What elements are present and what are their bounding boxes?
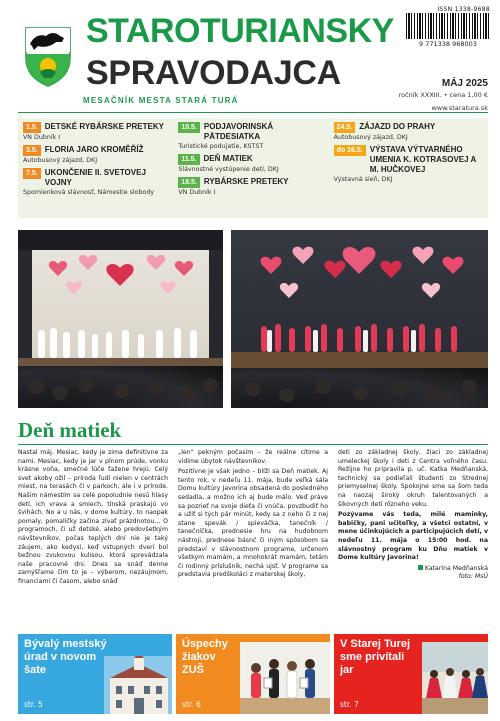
masthead-subtitle: MESAČNÍK MESTA STARÁ TURÁ xyxy=(83,96,239,105)
article-body xyxy=(18,449,488,629)
issn-label: ISSN 1338-9688 xyxy=(437,6,490,13)
event-title: RYBÁRSKE PRETEKY xyxy=(203,177,289,186)
event-title: ZÁJAZD DO PRAHY xyxy=(359,122,436,131)
article-column-2 xyxy=(178,449,328,629)
students-photo xyxy=(240,642,330,714)
issue-date: MÁJ 2025 xyxy=(441,78,488,89)
teaser-page: str. 6 xyxy=(182,700,201,709)
folk-dancers-photo xyxy=(422,642,488,714)
teaser-title: V Starej Turej sme privítali jar xyxy=(340,638,411,676)
article-invitation: Pozývame vás teda, milé maminky, babičky, pani učiteľky, a všetci ostatní, v mene účinkujúcich a participujúcich detí, v nedeľu 11. mája o 15:00 hod. na slávnostný program ku Dňu matiek v Dome kultúry Javorina! xyxy=(338,511,488,562)
event-subtitle: Autobusový zájazd, DKJ xyxy=(333,134,408,141)
article-paragraph: deti zo základnej školy, žiaci zo základnej umeleckej školy i deti z Centra voľného času. Režijne ho pripravila p. uč. Katka Medňanská, technický sa podieľali študenti zo Strednej priemyselnej školy. Spokojne sme sa šom teda na naozaj široký okruh talentovaných a šikovných detí rôzneho veku. xyxy=(338,449,488,508)
event-subtitle: Turistické podujatie, KSTST xyxy=(178,143,264,150)
event-item[interactable] xyxy=(23,145,172,165)
event-item[interactable] xyxy=(334,145,483,184)
events-column-2 xyxy=(178,122,327,214)
event-title: DETSKÉ RYBÁRSKE PRETEKY xyxy=(44,122,164,131)
barcode xyxy=(406,13,490,39)
city-crest-icon xyxy=(22,24,74,88)
events-column-3 xyxy=(334,122,483,214)
event-title: PODJAVORINSKÁ PÄTDESIATKA xyxy=(203,122,274,141)
article-divider xyxy=(18,444,488,445)
article-paragraph: Nastal máj. Mesiac, kedy je zima definitívne za nami. Mesiac, kedy je jar v plnom prúde, vonku krásne voňa, smečné lúče ťažene hrejú. Celý svet akoby ožil – príroda ľudí nielen v centrách miest, na terasách či v parkoch, ale i v prírode. Našim námestím sa celé popoludnie nesú hlasy detí, ich vrava a smiech, tínskä praskajú vo švihách. No a u nás, v dome kultúry, to naopak pomaly, pomaličky začína zívať prázdnotou… O programoch, či už detské, alebo predovšetkým návštevníkov, počas teplých dní nie je taký záujem, ako kedysi, keď vstupných dverí bol bežnou zvukovou kulisou, ktorá sprevádzala naše pracovné dni. Dnes sa snáď denne zamýšľame čím to je – výberom, nezáujmom, financiami či časom, alebo snáď xyxy=(18,449,168,585)
teaser-strip xyxy=(18,634,488,714)
event-item[interactable] xyxy=(178,177,327,197)
article-column-3 xyxy=(338,449,488,629)
event-date: 1.5. xyxy=(23,122,41,133)
events-box xyxy=(18,118,488,218)
masthead-title-line1: STAROTURIANSKY xyxy=(86,12,394,50)
event-item[interactable] xyxy=(334,122,483,142)
teaser-title: Bývalý mestský úrad v novom šate xyxy=(24,638,107,676)
header-divider xyxy=(18,112,488,113)
event-date: 18.5. xyxy=(178,177,200,188)
event-date: 3.5. xyxy=(23,145,41,156)
event-item[interactable] xyxy=(23,168,172,197)
event-subtitle: Slávnostné vystúpenie detí, DKJ xyxy=(178,166,279,173)
events-column-1 xyxy=(23,122,172,214)
event-item[interactable] xyxy=(178,122,327,151)
event-subtitle: Autobusový zájazd, DKJ xyxy=(23,157,98,164)
event-subtitle: Výstavná sieň, DKJ xyxy=(333,176,393,183)
masthead-title-line2: SPRAVODAJCA xyxy=(86,54,341,92)
issue-info: ročník XXXIII. • cena 1,00 € xyxy=(398,91,488,99)
event-title: UKONČENIE II. SVETOVEJ VOJNY xyxy=(44,168,146,187)
event-title: DEŇ MATIEK xyxy=(203,154,253,163)
event-date: 7.5. xyxy=(23,168,41,179)
event-subtitle: VN Dubník I xyxy=(178,189,216,196)
author-name: Katarína Medňanská xyxy=(424,564,488,572)
event-title: VÝSTAVA VÝTVARNÉHO UMENIA K. KOTRASOVEJ A M. HUČKOVEJ xyxy=(369,145,476,174)
event-title: FLORIA JARO KROMĚŘÍŽ xyxy=(44,145,144,154)
teaser-old-town-hall[interactable] xyxy=(18,634,172,714)
teaser-spring-welcome[interactable] xyxy=(334,634,488,714)
event-date: 24.5. xyxy=(334,122,356,133)
event-date: 11.5. xyxy=(178,154,199,165)
building-photo xyxy=(104,656,172,714)
event-subtitle: Spomienková slávnosť, Námestie slobody xyxy=(23,189,155,196)
teaser-page: str. 5 xyxy=(24,700,43,709)
teaser-title: Úspechy žiakov ZUŠ xyxy=(182,638,228,676)
website-link[interactable]: www.staratura.sk xyxy=(431,104,488,112)
photo-credit: foto: MsÚ xyxy=(458,573,488,581)
stage-photo-right xyxy=(231,230,488,408)
event-item[interactable] xyxy=(178,154,327,174)
stage-photo-left xyxy=(18,230,223,408)
article-column-1 xyxy=(18,449,168,629)
event-subtitle: VN Dubník I xyxy=(23,134,61,141)
square-bullet-icon xyxy=(418,565,423,570)
article-title: Deň matiek xyxy=(18,418,122,442)
barcode-number: 9 771338 968003 xyxy=(406,40,490,48)
event-date: 10.5. xyxy=(178,122,200,133)
article-paragraph: Pozitívne je však jedno – blíži sa Deň matiek. Aj tento rok, v nedeľu 11. mája, bude veľká sála Domu kultúry Javorina obsadená do posledného sedadla, a možno ich aj bude málo. Veď práve sa pozrieť na svoje dieťa či vnúča, povzbudiť ho a užiť si tých pár minút, kedy sa z neho či z nej stane spevák / spieváčka, tanečník / tanečníčka, prednesie hru na hudobnom nástroji, prednese básnč či iným spôsobom sa predstaví v slávnostnom programe, určenom všetkým mamám, a mnohokrát mamám, tetám či rodinný príslušník, nechá ujsť. V programe sa predstavia predškoláci z materskej školy, xyxy=(178,468,328,579)
article-paragraph: „len" pekným počasím – že reálne cítime a vidíme úbytok návštevníkov. xyxy=(178,449,328,465)
event-item[interactable] xyxy=(23,122,172,142)
event-date: do 16.5. xyxy=(334,145,366,156)
teaser-page: str. 7 xyxy=(340,700,359,709)
teaser-zus-success[interactable] xyxy=(176,634,330,714)
